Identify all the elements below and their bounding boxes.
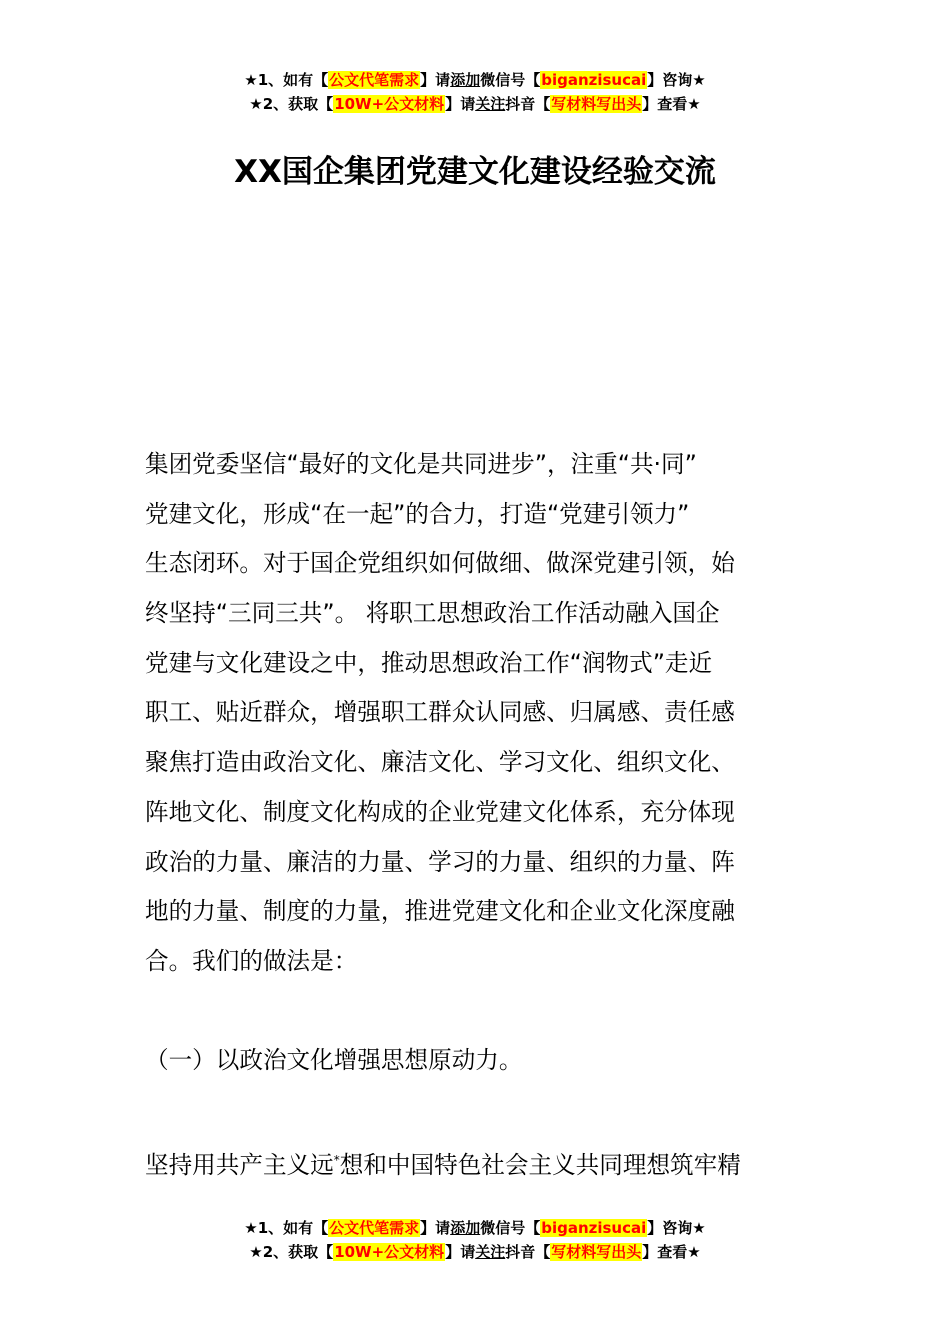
banner-text: 抖音【 <box>505 1243 551 1261</box>
paragraph-line: 集团党委坚信“最好的文化是共同进步”，注重“共·同” <box>145 450 697 478</box>
paragraph-text: 想和中国特色社会主义共同理想筑牢精 <box>339 1151 741 1179</box>
banner-highlight-wechat-id: biganzisucai <box>541 71 647 89</box>
banner-text: 】查看★ <box>642 95 701 113</box>
banner-underlined-follow: 关注 <box>475 95 506 113</box>
banner-highlight-writing-service: 公文代笔需求 <box>329 71 420 89</box>
banner-text: 】查看★ <box>642 1243 701 1261</box>
paragraph-line: 职工、贴近群众，增强职工群众认同感、归属感、责任感 <box>145 698 735 727</box>
header-banner-line-2 <box>0 92 950 116</box>
banner-text: 抖音【 <box>505 95 551 113</box>
paragraph-line: 阵地文化、制度文化构成的企业党建文化体系，充分体现 <box>145 797 735 826</box>
footer-banner-line-1 <box>0 1216 950 1240</box>
paragraph-intro <box>145 440 807 987</box>
banner-highlight-writing-service: 公文代笔需求 <box>329 1219 420 1237</box>
paragraph-line: 党建与文化建设之中，推动思想政治工作“润物式”走近 <box>145 648 713 677</box>
banner-text: ★2、获取【 <box>249 1243 334 1261</box>
paragraph-line: 地的力量、制度的力量，推进党建文化和企业文化深度融 <box>145 897 735 926</box>
banner-highlight-douyin-account: 写材料写出头 <box>551 95 642 113</box>
banner-underlined-add: 添加 <box>450 1219 481 1237</box>
banner-underlined-add: 添加 <box>450 71 481 89</box>
section-heading-text: （一）以政治文化增强思想原动力。 <box>145 1046 523 1074</box>
paragraph-line: 终坚持“三同三共”。 将职工思想政治工作活动融入国企 <box>145 599 720 628</box>
banner-underlined-follow: 关注 <box>475 1243 506 1261</box>
paragraph-line: 党建文化，形成“在一起”的合力，打造“党建引领力” <box>145 499 690 528</box>
banner-text: 微信号【 <box>480 1219 541 1237</box>
banner-text: ★2、获取【 <box>249 95 334 113</box>
paragraph-line <box>145 1136 807 1186</box>
paragraph-line: 合。我们的做法是： <box>145 946 358 975</box>
superscript-mark: * <box>333 1153 340 1167</box>
banner-text: 】咨询★ <box>647 71 706 89</box>
paragraph-political-culture <box>145 1136 807 1186</box>
paragraph-line: 聚焦打造由政治文化、廉洁文化、学习文化、组织文化、 <box>145 748 735 777</box>
banner-text: 】请 <box>420 71 451 89</box>
footer-banner <box>0 1216 950 1264</box>
footer-banner-line-2 <box>0 1240 950 1264</box>
banner-text: 】请 <box>445 1243 476 1261</box>
banner-text: ★1、如有【 <box>244 71 329 89</box>
paragraph-text: 坚持用共产主义远 <box>145 1151 334 1179</box>
banner-text: 】咨询★ <box>647 1219 706 1237</box>
banner-text: ★1、如有【 <box>244 1219 329 1237</box>
banner-highlight-materials: 10W+公文材料 <box>334 1243 445 1261</box>
paragraph-line: 政治的力量、廉洁的力量、学习的力量、组织的力量、阵 <box>145 847 735 876</box>
header-banner-line-1 <box>0 68 950 92</box>
banner-text: 】请 <box>445 95 476 113</box>
section-heading-1 <box>145 1036 807 1086</box>
banner-text: 微信号【 <box>480 71 541 89</box>
banner-highlight-wechat-id: biganzisucai <box>541 1219 647 1237</box>
document-title: XX国企集团党建文化建设经验交流 <box>234 154 716 190</box>
banner-text: 】请 <box>420 1219 451 1237</box>
banner-highlight-materials: 10W+公文材料 <box>334 95 445 113</box>
banner-highlight-douyin-account: 写材料写出头 <box>551 1243 642 1261</box>
header-banner <box>0 68 950 116</box>
paragraph-line: 生态闭环。对于国企党组织如何做细、做深党建引领，始 <box>145 549 735 578</box>
